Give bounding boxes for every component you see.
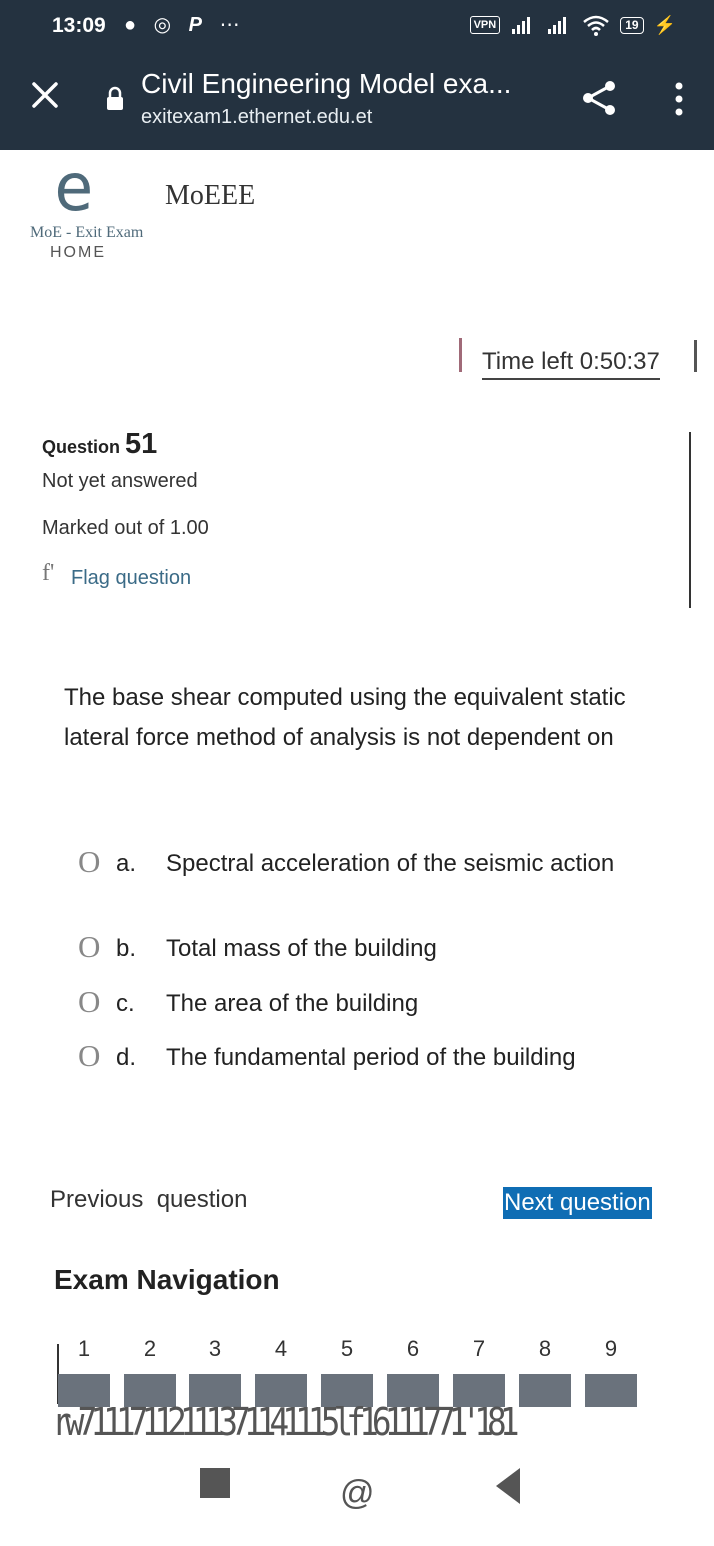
signal-icon-2 xyxy=(546,16,572,34)
answer-text[interactable]: Spectral acceleration of the seismic action xyxy=(166,850,615,877)
nav-number[interactable]: 8 xyxy=(538,1336,552,1361)
signal-icon xyxy=(510,16,536,34)
nav-number[interactable]: 2 xyxy=(143,1336,157,1361)
answer-option-d[interactable] xyxy=(78,1039,678,1077)
question-number: 51 xyxy=(125,428,158,460)
info-divider xyxy=(689,432,691,608)
radio-button[interactable]: O xyxy=(78,984,101,1019)
answer-text[interactable]: Total mass of the building xyxy=(166,935,437,962)
exam-navigation-title: Exam Navigation xyxy=(54,1264,280,1295)
back-icon[interactable] xyxy=(496,1468,520,1504)
answer-option-b[interactable] xyxy=(78,930,678,968)
nav-number[interactable]: 3 xyxy=(208,1336,222,1361)
status-time: 13:09 xyxy=(52,14,106,37)
answer-option-a[interactable] xyxy=(78,845,678,883)
wifi-icon xyxy=(582,14,610,36)
question-marks: Marked out of 1.00 xyxy=(42,517,209,539)
battery-level: 19 xyxy=(625,17,639,32)
lock-icon xyxy=(105,86,125,112)
nav-number[interactable]: 5 xyxy=(340,1336,354,1361)
battery-icon xyxy=(620,17,643,34)
next-question-button[interactable]: Next question xyxy=(503,1187,652,1219)
location-icon: ◎ xyxy=(153,14,178,36)
nav-number[interactable]: 9 xyxy=(604,1336,618,1361)
nav-number[interactable]: 6 xyxy=(406,1336,420,1361)
page-url[interactable]: exitexam1.ethernet.edu.et xyxy=(141,106,373,128)
flag-question-link[interactable]: Flag question xyxy=(71,567,192,589)
nav-number[interactable]: 1 xyxy=(77,1336,91,1361)
answer-option-c[interactable] xyxy=(78,985,678,1023)
share-icon[interactable] xyxy=(580,78,620,118)
partially-hidden-menu-text: HOME xyxy=(50,244,106,261)
status-right-icons xyxy=(470,14,676,36)
more-dots-icon: ⋯ xyxy=(219,14,246,36)
charging-icon: ⚡ xyxy=(653,14,676,35)
radio-button[interactable]: O xyxy=(78,844,101,879)
site-name[interactable]: MoEEE xyxy=(165,180,256,211)
radio-button[interactable]: O xyxy=(78,1038,101,1073)
page-title: Civil Engineering Model exa... xyxy=(141,68,512,99)
previous-question-button[interactable]: Previous question xyxy=(50,1186,248,1213)
flag-icon[interactable]: f' xyxy=(42,560,55,586)
navigation-overflow-text: rw71117112111371141115lf16111771'181 xyxy=(52,1400,513,1444)
more-options-icon[interactable] xyxy=(670,80,688,120)
time-left: Time left 0:50:37 xyxy=(482,348,660,380)
answer-text[interactable]: The area of the building xyxy=(166,990,419,1017)
nav-number[interactable]: 7 xyxy=(472,1336,486,1361)
home-button[interactable]: @ xyxy=(340,1474,375,1512)
question-status: Not yet answered xyxy=(42,470,198,492)
chat-bubble-icon: ● xyxy=(124,14,143,36)
nav-question-box[interactable] xyxy=(585,1374,637,1407)
radio-button[interactable]: O xyxy=(78,929,101,964)
timer-border-right xyxy=(694,340,697,372)
site-logo[interactable]: e xyxy=(54,149,94,226)
nav-question-box[interactable] xyxy=(519,1374,571,1407)
answer-text[interactable]: The fundamental period of the building xyxy=(166,1044,576,1071)
nav-number[interactable]: 4 xyxy=(274,1336,288,1361)
p-app-icon: P xyxy=(188,14,209,36)
status-notification-icons xyxy=(124,12,246,37)
recents-button[interactable] xyxy=(200,1468,230,1498)
answer-letter: b. xyxy=(116,935,137,962)
answer-letter: a. xyxy=(116,850,137,877)
answer-letter: c. xyxy=(116,990,135,1017)
vpn-badge: VPN xyxy=(470,16,501,34)
timer-border-left xyxy=(459,338,462,372)
question-text: The base shear computed using the equivalent static lateral force method of analysis is not dependent on xyxy=(64,684,626,751)
question-heading xyxy=(42,428,157,461)
answer-letter: d. xyxy=(116,1044,137,1071)
site-tagline: MoE - Exit Exam xyxy=(30,224,144,241)
question-label: Question xyxy=(42,437,121,457)
close-icon[interactable] xyxy=(30,80,60,110)
